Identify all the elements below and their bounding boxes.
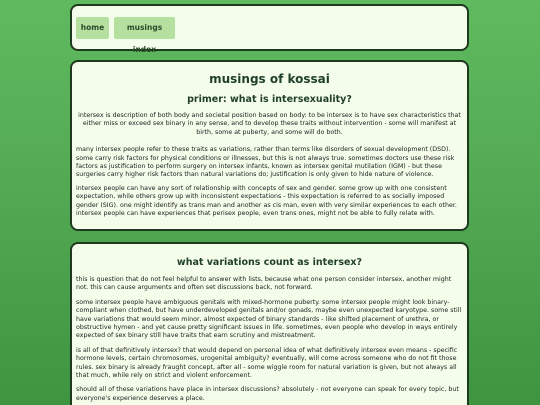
article-paragraph: many intersex people refer to these traits as variations, rather than terms like disorders of sexual development (DSD). some carry risk factors for physical conditions or illnesses, but this is not always true. sometimes doctors use these risk factors as justification to perform surgery on intersex infants, known as intersex genital mutilation (IGM) - but these surgeries carry higher risk factors than natural variations do; justification is only given to hide nature of violence. [76,146,455,179]
nav-bar [70,4,469,54]
section-paragraph: this is question that do not feel helpful to answer with lists, because what one person consider intersex, another might not. this can cause arguments and often set discussions back, not forward. [76,276,452,292]
article-intro: intersex is description of both body and societal position based on body: to be intersex is to have sex characteristics that either miss or exceed sex binary in any sense, and to develop these traits without intervention - some will manifest at birth, some at puberty, and some will do both. [78,112,461,136]
intro-panel [70,60,469,231]
article-paragraph: intersex people can have any sort of relationship with concepts of sex and gender. some grow up with one consistent expectation, while others grow up with inconsistent expectations - this expectation is referred to as socially imposed gender (SIG). one might identify as trans man and another as cis man, even with very similar experiences to each other. intersex people can have experiences that perisex people, even trans ones, might not be able to fully relate with. [76,184,457,218]
section-paragraph: some intersex people have ambiguous genitals with mixed-hormone puberty. some intersex people might look binary-compliant when clothed, but have underdeveloped genitals and/or gonads, maybe even unexpected karyotype. some still have variations that would seem minor, almost expected of binary standards - like shifted placement of urethra, or obstructive hymen - and yet cause pretty significant issues in life. sometimes, even people who develop in ways entirely expected of sex binary still have traits that earn scrutiny and mistreatment. [76,298,462,340]
site-title: musings of kossai [209,72,330,86]
section-paragraph: is all of that definitively intersex? that would depend on personal idea of what definitively intersex even means - specific hormone levels, certain chromosomes, urogenital ambiguity? eventually, will come across someone who do not fit those rules. sex binary is already fraught concept, after all - some wiggle room for natural variation is given, but not always all that much, while rely on strict and violent enforcement. [76,346,458,380]
home-link[interactable]: home [76,17,109,39]
variations-panel [70,242,469,405]
article-title: primer: what is intersexuality? [187,94,352,105]
section-title: what variations count as intersex? [176,257,363,268]
section-paragraph: should all of these variations have place in intersex discussions? absolutely - not everyone can speak for every topic, but everyone's experience deserves a place. [76,386,459,402]
musings-index-link[interactable]: musings index [114,17,175,39]
